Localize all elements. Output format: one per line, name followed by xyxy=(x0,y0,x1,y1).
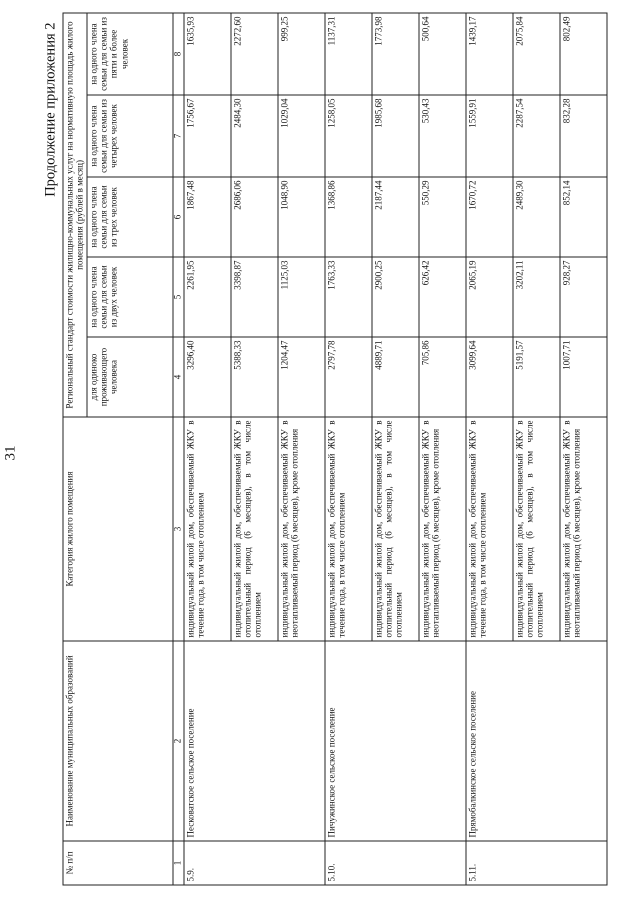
value-family-5: 2075,84 xyxy=(512,12,559,94)
row-number: 5.9. xyxy=(183,841,324,885)
value-family-5: 1439,17 xyxy=(465,12,512,94)
value-family-2: 1125,03 xyxy=(277,257,324,337)
value-family-4: 2287,54 xyxy=(512,95,559,177)
housing-category: индивидуальный жилой дом, обеспечиваемый ЖКУ в отопительный период (6 месяцев), в том числе отоплением xyxy=(230,417,277,641)
value-family-5: 802,49 xyxy=(559,12,606,94)
housing-category: индивидуальный жилой дом, обеспечиваемый ЖКУ в отопительный период (6 месяцев), в том числе отоплением xyxy=(512,417,559,641)
appendix-label: Продолжение приложения 2 xyxy=(42,22,58,197)
value-single: 2797,78 xyxy=(324,337,371,417)
page-number: 31 xyxy=(2,445,18,460)
header-standard: Региональный стандарт стоимости жилищно-коммунальных услуг на нормативную площадь жилого помещения (рублей в месяц) xyxy=(63,12,87,416)
value-family-2: 2065,19 xyxy=(465,257,512,337)
housing-category: индивидуальный жилой дом, обеспечиваемый ЖКУ в отопительный период (6 месяцев), в том числе отоплением xyxy=(371,417,418,641)
value-family-5: 2272,60 xyxy=(230,12,277,94)
value-family-4: 1756,67 xyxy=(183,95,230,177)
column-number: 3 xyxy=(172,417,183,641)
value-family-5: 1635,93 xyxy=(183,12,230,94)
value-family-5: 500,64 xyxy=(418,12,465,94)
value-family-4: 1258,05 xyxy=(324,95,371,177)
value-family-3: 1867,48 xyxy=(183,177,230,257)
column-number: 6 xyxy=(172,177,183,257)
value-family-4: 832,28 xyxy=(559,95,606,177)
value-family-3: 1368,86 xyxy=(324,177,371,257)
value-family-4: 2484,30 xyxy=(230,95,277,177)
housing-category: индивидуальный жилой дом, обеспечиваемый ЖКУ в неотапливаемый период (6 месяцев), кроме отопления xyxy=(418,417,465,641)
municipality-name: Прямобалкинское сельское поселение xyxy=(465,641,606,841)
value-family-5: 1137,31 xyxy=(324,12,371,94)
column-number: 1 xyxy=(172,841,183,885)
value-single: 5388,33 xyxy=(230,337,277,417)
value-family-4: 1029,04 xyxy=(277,95,324,177)
header-family-5: на одного члена семьи для семьи из пяти и более человек xyxy=(86,12,172,94)
value-family-3: 2489,30 xyxy=(512,177,559,257)
header-category: Категория жилого помещения xyxy=(63,417,173,641)
value-family-3: 1670,72 xyxy=(465,177,512,257)
value-family-2: 1763,33 xyxy=(324,257,371,337)
value-family-3: 2686,06 xyxy=(230,177,277,257)
value-family-3: 852,14 xyxy=(559,177,606,257)
value-family-4: 1985,68 xyxy=(371,95,418,177)
column-number: 4 xyxy=(172,337,183,417)
housing-category: индивидуальный жилой дом, обеспечиваемый ЖКУ в неотапливаемый период (6 месяцев), кроме отопления xyxy=(277,417,324,641)
value-single: 4889,71 xyxy=(371,337,418,417)
housing-category: индивидуальный жилой дом, обеспечиваемый ЖКУ в течение года, в том числе отоплением xyxy=(183,417,230,641)
table-row xyxy=(465,12,512,884)
value-single: 3296,40 xyxy=(183,337,230,417)
header-family-4: на одного члена семьи для семьи из четырех человек xyxy=(86,95,172,177)
value-single: 705,86 xyxy=(418,337,465,417)
value-family-2: 3398,87 xyxy=(230,257,277,337)
value-family-3: 1048,90 xyxy=(277,177,324,257)
value-family-5: 999,25 xyxy=(277,12,324,94)
header-municipality: Наименование муниципальных образований xyxy=(63,641,173,841)
value-family-3: 2187,44 xyxy=(371,177,418,257)
header-family-3: на одного члена семьи для семьи из трех человек xyxy=(86,177,172,257)
column-number: 5 xyxy=(172,257,183,337)
column-number: 2 xyxy=(172,641,183,841)
housing-category: индивидуальный жилой дом, обеспечиваемый ЖКУ в течение года, в том числе отоплением xyxy=(324,417,371,641)
housing-category: индивидуальный жилой дом, обеспечиваемый ЖКУ в неотапливаемый период (6 месяцев), кроме отопления xyxy=(559,417,606,641)
municipality-name: Пичужинское сельское поселение xyxy=(324,641,465,841)
table-row xyxy=(324,12,371,884)
value-family-5: 1773,98 xyxy=(371,12,418,94)
value-family-2: 3202,11 xyxy=(512,257,559,337)
header-single: для одиноко проживающего человека xyxy=(86,337,172,417)
value-family-2: 2900,25 xyxy=(371,257,418,337)
column-number: 7 xyxy=(172,95,183,177)
value-family-4: 1559,91 xyxy=(465,95,512,177)
table-row xyxy=(183,12,230,884)
header-num: № п/п xyxy=(63,841,173,885)
row-number: 5.11. xyxy=(465,841,606,885)
header-family-2: на одного члена семьи для семьи из двух человек xyxy=(86,257,172,337)
column-numbers-row xyxy=(172,12,183,884)
value-single: 3099,64 xyxy=(465,337,512,417)
value-family-2: 928,27 xyxy=(559,257,606,337)
housing-cost-table xyxy=(62,12,607,885)
value-family-3: 550,29 xyxy=(418,177,465,257)
municipality-name: Песковатское сельское поселение xyxy=(183,641,324,841)
row-number: 5.10. xyxy=(324,841,465,885)
value-family-2: 2261,95 xyxy=(183,257,230,337)
housing-category: индивидуальный жилой дом, обеспечиваемый ЖКУ в течение года, в том числе отоплением xyxy=(465,417,512,641)
value-single: 1204,47 xyxy=(277,337,324,417)
value-family-2: 626,42 xyxy=(418,257,465,337)
column-number: 8 xyxy=(172,12,183,94)
value-family-4: 530,43 xyxy=(418,95,465,177)
value-single: 5191,57 xyxy=(512,337,559,417)
value-single: 1007,71 xyxy=(559,337,606,417)
